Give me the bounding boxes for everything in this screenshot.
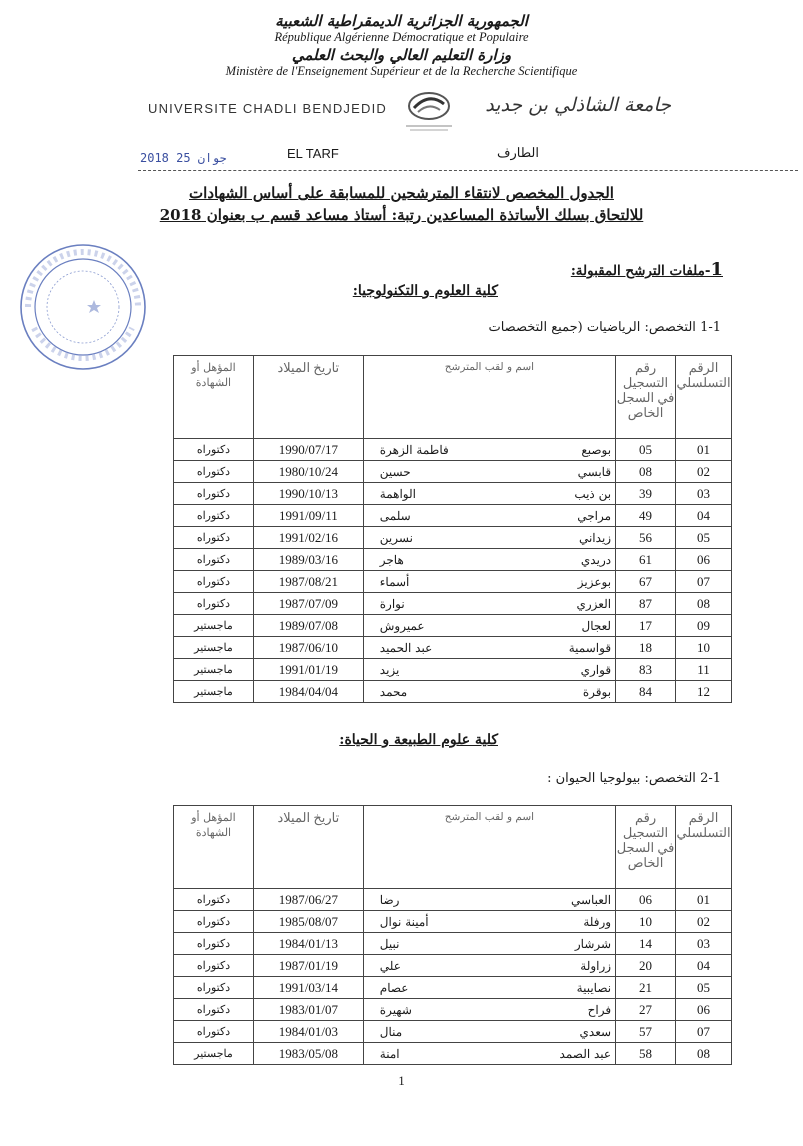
- candidate-last-name: بوعزيز: [577, 574, 612, 589]
- cell-dob: 1985/08/07: [253, 911, 363, 933]
- cell-seq: 10: [676, 637, 732, 659]
- candidate-last-name: مراجي: [577, 508, 612, 523]
- cell-degree: دكتوراه: [174, 977, 254, 999]
- cell-reg: 20: [616, 955, 676, 977]
- cell-degree: دكتوراه: [174, 955, 254, 977]
- cell-reg: 10: [616, 911, 676, 933]
- specialty-heading-math: 1-1 التخصص: الرياضيات (جميع التخصصات: [488, 320, 721, 335]
- cell-degree: دكتوراه: [174, 439, 254, 461]
- cell-dob: 1990/10/13: [253, 483, 363, 505]
- cell-degree: ماجستير: [174, 1043, 254, 1065]
- candidate-first-name: نبيل: [379, 936, 400, 951]
- cell-degree: ماجستير: [174, 615, 254, 637]
- cell-degree: دكتوراه: [174, 505, 254, 527]
- cell-degree: دكتوراه: [174, 1021, 254, 1043]
- cell-degree: دكتوراه: [174, 461, 254, 483]
- cell-dob: 1983/05/08: [253, 1043, 363, 1065]
- cell-seq: 04: [676, 955, 732, 977]
- candidate-first-name: سلمى: [379, 508, 411, 523]
- cell-degree: ماجستير: [174, 659, 254, 681]
- candidate-last-name: سعدي: [579, 1024, 612, 1039]
- specialty-heading-animal-bio: 2-1 التخصص: بيولوجيا الحيوان :: [547, 771, 721, 786]
- col-header-dob: تاريخ الميلاد: [253, 806, 363, 889]
- cell-dob: 1987/07/09: [253, 593, 363, 615]
- table-row: [174, 659, 732, 681]
- cell-name: [363, 637, 615, 659]
- candidate-first-name: منال: [379, 1024, 403, 1039]
- candidate-last-name: لعجال: [581, 618, 612, 633]
- table-row: [174, 571, 732, 593]
- col-header-seq: الرقم التسلسلي: [676, 356, 732, 439]
- cell-seq: 02: [676, 911, 732, 933]
- cell-name: [363, 1043, 615, 1065]
- cell-degree: دكتوراه: [174, 571, 254, 593]
- cell-reg: 61: [616, 549, 676, 571]
- cell-degree: دكتوراه: [174, 933, 254, 955]
- candidate-first-name: نسرين: [379, 530, 413, 545]
- candidate-first-name: عميروش: [379, 618, 425, 633]
- candidate-last-name: عبد الصمد: [559, 1046, 612, 1061]
- candidate-last-name: قواري: [580, 662, 612, 677]
- table-row: [174, 439, 732, 461]
- cell-seq: 05: [676, 527, 732, 549]
- section-label: -ملفات الترشح المقبولة:: [570, 263, 711, 279]
- candidate-first-name: فاطمة الزهرة: [379, 442, 449, 457]
- cell-reg: 87: [616, 593, 676, 615]
- header-ministry-ar: وزارة التعليم العالي والبحث العلمي: [291, 46, 512, 64]
- table-row: [174, 1021, 732, 1043]
- document-title-line2: للالتحاق بسلك الأساتذة المساعدين رتبة: أستاذ مساعد قسم ب بعنوان 2018: [159, 206, 644, 224]
- candidate-first-name: نوارة: [379, 596, 405, 611]
- candidate-last-name: قابسي: [577, 464, 612, 479]
- candidate-first-name: امنة: [379, 1046, 400, 1061]
- table-row: [174, 681, 732, 703]
- table-row: [174, 1043, 732, 1065]
- table-row: [174, 955, 732, 977]
- cell-reg: 17: [616, 615, 676, 637]
- table-row: [174, 977, 732, 999]
- candidate-last-name: زيداني: [578, 530, 612, 545]
- table-header-row: [174, 356, 732, 439]
- candidate-first-name: هاجر: [379, 552, 404, 567]
- candidate-first-name: الواهمة: [379, 486, 416, 501]
- cell-seq: 06: [676, 999, 732, 1021]
- table-row: [174, 505, 732, 527]
- col-header-name: اسم و لقب المترشح: [363, 806, 615, 889]
- cell-seq: 01: [676, 889, 732, 911]
- university-name-ar: جامعة الشاذلي بن جديد: [485, 94, 671, 116]
- cell-reg: 05: [616, 439, 676, 461]
- cell-dob: 1991/03/14: [253, 977, 363, 999]
- candidate-first-name: حسين: [379, 464, 411, 479]
- cell-name: [363, 999, 615, 1021]
- cell-dob: 1989/03/16: [253, 549, 363, 571]
- cell-name: [363, 933, 615, 955]
- header-ministry-fr: Ministère de l'Enseignement Supérieur et de la Recherche Scientifique: [225, 64, 578, 78]
- cell-dob: 1991/09/11: [253, 505, 363, 527]
- cell-degree: دكتوراه: [174, 549, 254, 571]
- candidate-last-name: بوقرة: [582, 684, 612, 699]
- table-row: [174, 549, 732, 571]
- cell-seq: 03: [676, 933, 732, 955]
- cell-dob: 1983/01/07: [253, 999, 363, 1021]
- cell-degree: دكتوراه: [174, 889, 254, 911]
- candidate-last-name: العباسي: [570, 892, 612, 907]
- cell-seq: 08: [676, 1043, 732, 1065]
- cell-degree: دكتوراه: [174, 999, 254, 1021]
- cell-name: [363, 549, 615, 571]
- col-header-degree: المؤهل أو الشهادة: [174, 356, 254, 439]
- faculty-heading-science-tech: كلية العلوم و التكنولوجيا:: [352, 283, 498, 299]
- cell-name: [363, 681, 615, 703]
- cell-seq: 07: [676, 1021, 732, 1043]
- official-seal-stamp-icon: [14, 238, 152, 376]
- candidate-last-name: العزري: [576, 596, 612, 611]
- candidate-last-name: ورفلة: [583, 914, 612, 929]
- table-row: [174, 483, 732, 505]
- candidate-first-name: رضا: [379, 892, 400, 907]
- table-row: [174, 527, 732, 549]
- candidate-first-name: شهيرة: [379, 1002, 412, 1017]
- cell-reg: 08: [616, 461, 676, 483]
- col-header-seq: الرقم التسلسلي: [676, 806, 732, 889]
- cell-seq: 01: [676, 439, 732, 461]
- candidate-first-name: عصام: [379, 980, 409, 995]
- cell-degree: ماجستير: [174, 637, 254, 659]
- cell-degree: دكتوراه: [174, 527, 254, 549]
- candidate-last-name: نصايبية: [576, 980, 612, 995]
- city-name-ar: الطارف: [497, 146, 539, 161]
- table-row: [174, 593, 732, 615]
- cell-seq: 02: [676, 461, 732, 483]
- cell-seq: 05: [676, 977, 732, 999]
- cell-reg: 06: [616, 889, 676, 911]
- cell-name: [363, 571, 615, 593]
- table-row: [174, 461, 732, 483]
- table-row: [174, 889, 732, 911]
- cell-name: [363, 483, 615, 505]
- cell-seq: 11: [676, 659, 732, 681]
- table-row: [174, 615, 732, 637]
- col-header-reg: رقم التسجيل في السجل الخاص: [616, 356, 676, 439]
- col-header-degree: المؤهل أو الشهادة: [174, 806, 254, 889]
- cell-reg: 58: [616, 1043, 676, 1065]
- cell-seq: 08: [676, 593, 732, 615]
- cell-degree: دكتوراه: [174, 911, 254, 933]
- section-number: 1: [710, 259, 723, 280]
- cell-reg: 14: [616, 933, 676, 955]
- cell-name: [363, 911, 615, 933]
- cell-seq: 09: [676, 615, 732, 637]
- cell-reg: 21: [616, 977, 676, 999]
- cell-reg: 49: [616, 505, 676, 527]
- col-header-name: اسم و لقب المترشح: [363, 356, 615, 439]
- cell-name: [363, 527, 615, 549]
- candidates-table-animal-bio: [173, 805, 732, 1065]
- university-name-fr: UNIVERSITE CHADLI BENDJEDID: [148, 101, 387, 116]
- candidate-first-name: أمينة نوال: [379, 914, 429, 929]
- cell-dob: 1980/10/24: [253, 461, 363, 483]
- cell-dob: 1987/06/27: [253, 889, 363, 911]
- cell-name: [363, 593, 615, 615]
- cell-seq: 12: [676, 681, 732, 703]
- cell-seq: 06: [676, 549, 732, 571]
- table-row: [174, 637, 732, 659]
- header-divider: [138, 170, 798, 171]
- header-republic-fr: République Algérienne Démocratique et Populaire: [274, 30, 529, 44]
- cell-name: [363, 977, 615, 999]
- candidate-first-name: عبد الحميد: [379, 640, 433, 655]
- cell-dob: 1984/01/03: [253, 1021, 363, 1043]
- faculty-heading-natural-life: كلية علوم الطبيعة و الحياة:: [339, 732, 498, 748]
- page-number: 1: [398, 1073, 405, 1088]
- candidate-last-name: قواسمية: [568, 640, 612, 655]
- cell-dob: 1991/02/16: [253, 527, 363, 549]
- cell-reg: 39: [616, 483, 676, 505]
- cell-reg: 83: [616, 659, 676, 681]
- candidate-last-name: شرشار: [574, 936, 612, 951]
- cell-dob: 1984/04/04: [253, 681, 363, 703]
- cell-seq: 07: [676, 571, 732, 593]
- cell-degree: دكتوراه: [174, 483, 254, 505]
- table-row: [174, 999, 732, 1021]
- col-header-reg: رقم التسجيل في السجل الخاص: [616, 806, 676, 889]
- cell-name: [363, 955, 615, 977]
- candidate-first-name: أسماء: [379, 574, 410, 589]
- cell-seq: 03: [676, 483, 732, 505]
- table-row: [174, 933, 732, 955]
- cell-name: [363, 461, 615, 483]
- candidate-last-name: بوصبع: [581, 442, 612, 457]
- section-heading-accepted: [571, 259, 723, 280]
- candidate-last-name: بن ذيب: [574, 486, 612, 501]
- cell-dob: 1989/07/08: [253, 615, 363, 637]
- cell-reg: 56: [616, 527, 676, 549]
- header-republic-ar: الجمهورية الجزائرية الديمقراطية الشعبية: [275, 12, 528, 30]
- cell-reg: 18: [616, 637, 676, 659]
- candidate-last-name: دريدي: [580, 552, 612, 567]
- candidate-last-name: فراح: [587, 1002, 612, 1017]
- candidates-table-math: [173, 355, 732, 703]
- cell-name: [363, 1021, 615, 1043]
- cell-seq: 04: [676, 505, 732, 527]
- university-logo-icon: [392, 88, 466, 134]
- cell-degree: دكتوراه: [174, 593, 254, 615]
- candidate-last-name: زراولة: [580, 958, 612, 973]
- cell-dob: 1984/01/13: [253, 933, 363, 955]
- cell-dob: 1990/07/17: [253, 439, 363, 461]
- cell-dob: 1991/01/19: [253, 659, 363, 681]
- cell-name: [363, 889, 615, 911]
- candidate-first-name: يزيد: [379, 662, 400, 677]
- table-header-row: [174, 806, 732, 889]
- table-row: [174, 911, 732, 933]
- candidate-first-name: محمد: [379, 684, 408, 699]
- cell-reg: 27: [616, 999, 676, 1021]
- city-name-fr: EL TARF: [287, 146, 339, 161]
- cell-dob: 1987/01/19: [253, 955, 363, 977]
- date-stamp: 2018 جوان 25: [140, 151, 227, 165]
- cell-name: [363, 615, 615, 637]
- candidate-first-name: علي: [379, 958, 401, 973]
- cell-name: [363, 439, 615, 461]
- cell-dob: 1987/06/10: [253, 637, 363, 659]
- cell-degree: ماجستير: [174, 681, 254, 703]
- cell-reg: 67: [616, 571, 676, 593]
- cell-reg: 84: [616, 681, 676, 703]
- cell-name: [363, 505, 615, 527]
- cell-reg: 57: [616, 1021, 676, 1043]
- cell-name: [363, 659, 615, 681]
- col-header-dob: تاريخ الميلاد: [253, 356, 363, 439]
- cell-dob: 1987/08/21: [253, 571, 363, 593]
- document-title-line1: الجدول المخصص لانتقاء المترشحين للمسابقة على أساس الشهادات: [189, 184, 614, 202]
